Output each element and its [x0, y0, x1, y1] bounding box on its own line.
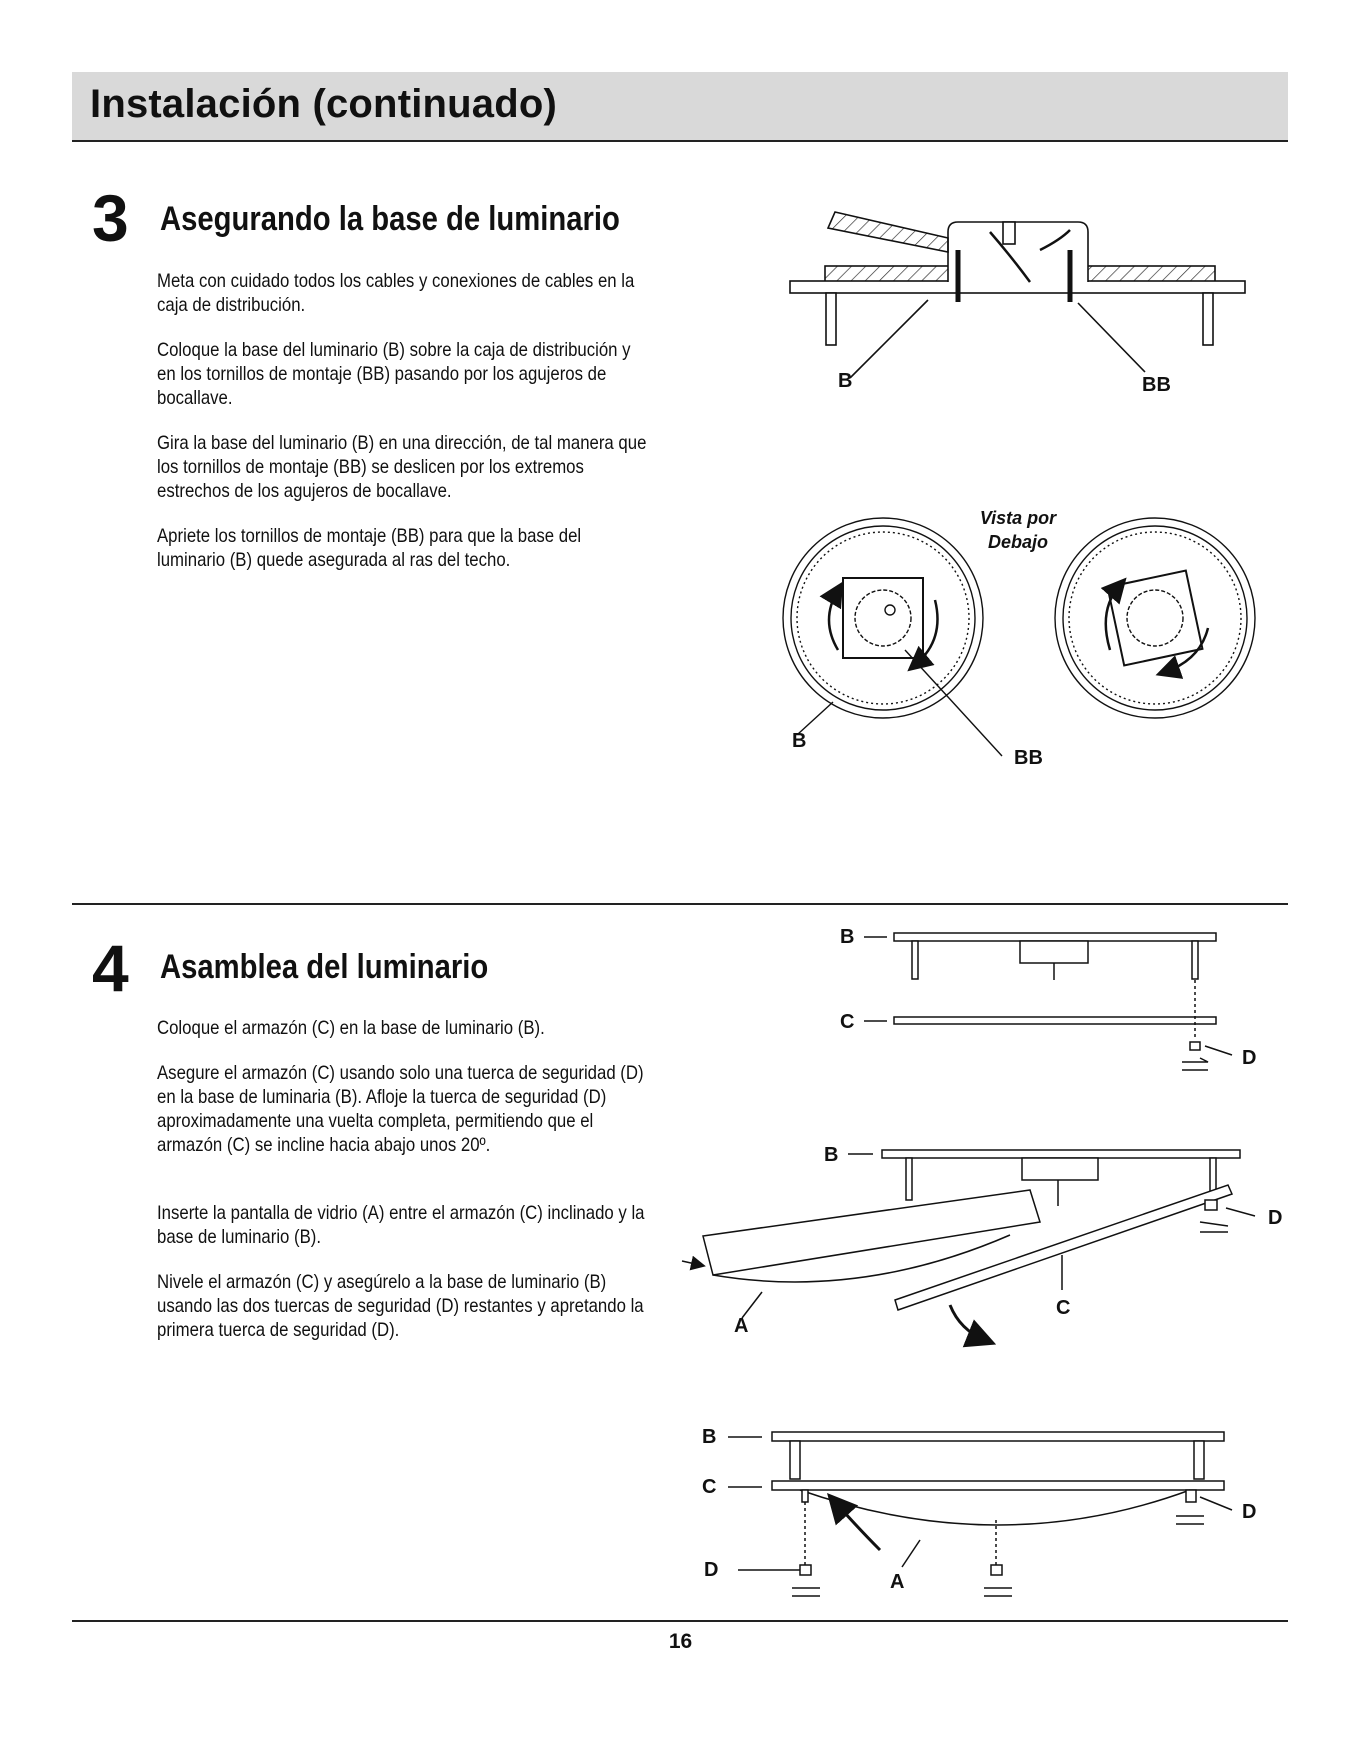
d3-label-b: B	[702, 1426, 717, 1448]
view-label-line-1: Vista por	[979, 508, 1057, 528]
d2-label-d: D	[1268, 1207, 1283, 1229]
d3-label-c: C	[702, 1476, 717, 1498]
page-title: Instalación (continuado)	[90, 82, 558, 126]
label-b-bottom-view: B	[792, 730, 807, 752]
page-number: 16	[668, 1630, 693, 1653]
label-bb-side-view: BB	[1142, 374, 1171, 396]
d2-label-a: A	[734, 1315, 749, 1337]
d2-label-c: C	[1056, 1297, 1071, 1319]
step-4-diagram-1	[864, 933, 1232, 1070]
d1-label-d: D	[1242, 1047, 1257, 1069]
d3-label-d-right: D	[1242, 1501, 1257, 1523]
step-4-paragraph-3: Inserte la pantalla de vidrio (A) entre el armazón (C) inclinado y la base de luminario (B).	[157, 1202, 645, 1248]
step-4-title: Asamblea del luminario	[160, 948, 489, 986]
d3-label-d-left: D	[704, 1559, 719, 1581]
step-4-number: 4	[92, 931, 129, 1005]
label-bb-bottom-view: BB	[1014, 747, 1043, 769]
d3-label-a: A	[890, 1571, 905, 1593]
step-4-paragraph-1: Coloque el armazón (C) en la base de luminario (B).	[157, 1017, 545, 1039]
label-b-side-view: B	[838, 370, 853, 392]
step-3-paragraph-2: Coloque la base del luminario (B) sobre la caja de distribución y en los tornillos de montaje (BB) pasando por los agujeros de bocallave.	[157, 339, 631, 409]
d2-label-b: B	[824, 1144, 839, 1166]
step-4-paragraph-2: Asegure el armazón (C) usando solo una tuerca de seguridad (D) en la base de luminaria (B). Afloje la tuerca de seguridad (D) aproximadamente una vuelta completa, permitiendo que el armazón (C) se incline hacia abajo unos 20º.	[157, 1062, 644, 1156]
d1-label-b: B	[840, 926, 855, 948]
step-3-paragraph-3: Gira la base del luminario (B) en una dirección, de tal manera que los tornillos de montaje (BB) se deslicen por los extremos estrechos de los agujeros de bocallave.	[157, 432, 647, 502]
step-4-diagram-3	[728, 1432, 1232, 1596]
right-base-bottom-view	[1055, 518, 1255, 718]
step-3-paragraph-4: Apriete los tornillos de montaje (BB) para que la base del luminario (B) quede asegurada al ras del techo.	[157, 525, 582, 571]
step-3-number: 3	[92, 181, 129, 255]
step-3-title: Asegurando la base de luminario	[160, 200, 620, 238]
view-label-line-2: Debajo	[987, 532, 1049, 552]
d1-label-c: C	[840, 1011, 855, 1033]
step-3-side-view-diagram	[790, 212, 1245, 378]
step-4-paragraph-4: Nivele el armazón (C) y asegúrelo a la base de luminario (B) usando las dos tuercas de seguridad (D) restantes y apretando la primera tuerca de seguridad (D).	[157, 1271, 644, 1341]
step-3-paragraph-1: Meta con cuidado todos los cables y conexiones de cables en la caja de distribución.	[157, 270, 635, 316]
left-base-bottom-view	[783, 518, 1002, 756]
step-4-diagram-2	[682, 1150, 1255, 1340]
